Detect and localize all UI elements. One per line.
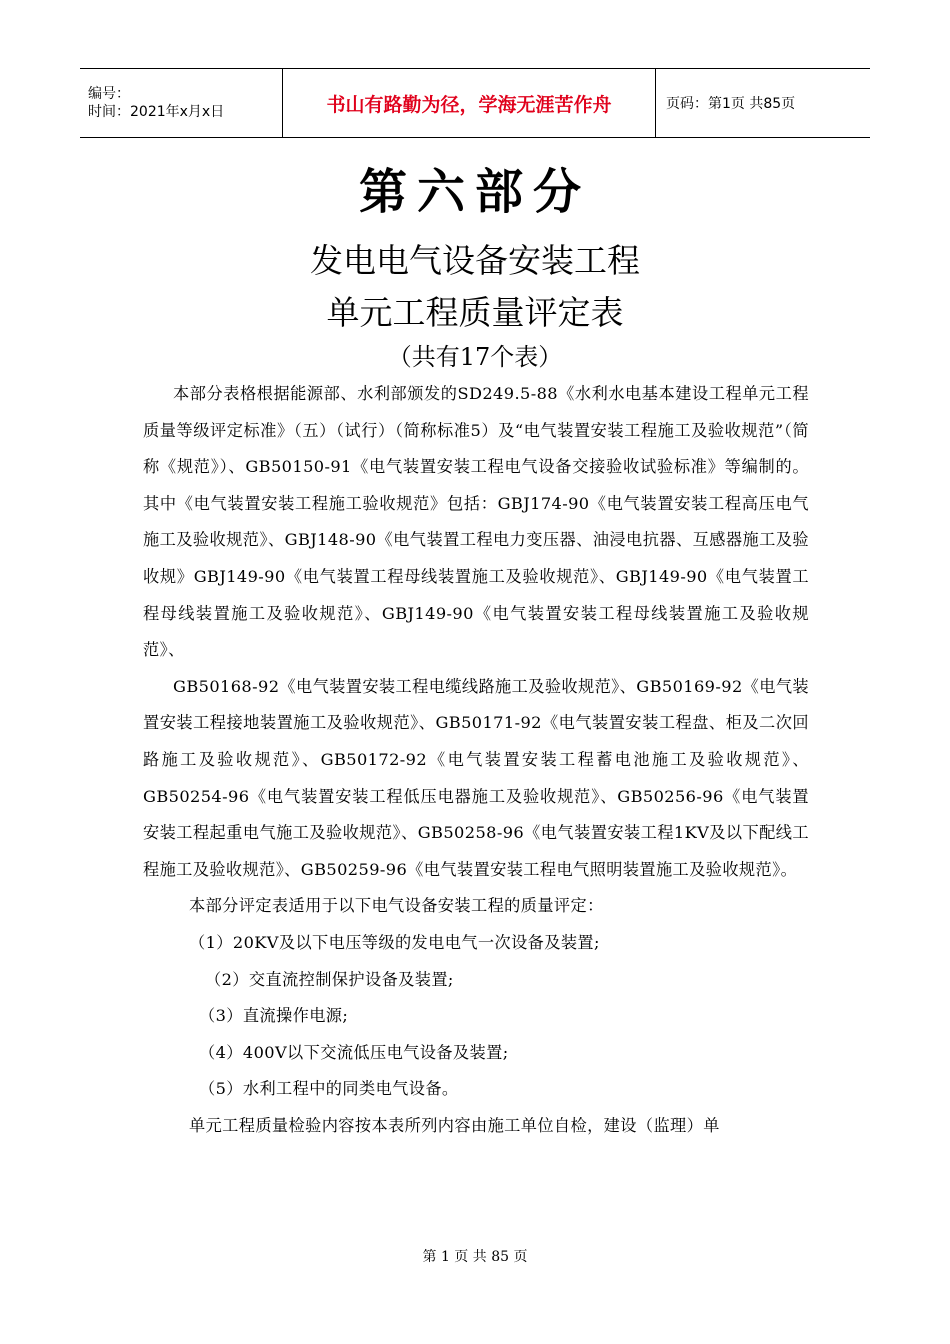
paragraph-scope-intro: 本部分评定表适用于以下电气设备安装工程的质量评定： (189, 896, 604, 916)
main-title-line-1: 发电电气设备安装工程 (310, 241, 640, 280)
scope-item-2: （2）交直流控制保护设备及装置; (205, 969, 454, 989)
page-header (80, 68, 870, 138)
header-page-info (656, 69, 870, 137)
scope-item-5: （5）水利工程中的同类电气设备。 (199, 1079, 459, 1099)
page-info-text: 页码：第1页 共85页 (666, 96, 796, 112)
header-motto (283, 69, 656, 137)
main-title-line-2: 单元工程质量评定表 (326, 293, 624, 332)
motto-text: 书山有路勤为径，学海无涯苦作舟 (326, 93, 612, 116)
document-body (143, 376, 809, 1144)
scope-item-4: （4）400V以下交流低压电气设备及装置; (199, 1042, 509, 1062)
paragraph-standards: 本部分表格根据能源部、水利部颁发的SD249.5-88《水利水电基本建设工程单元工程质量等级评定标准》（五）（试行）（简称标准5）及“电气装置安装工程施工及验收规范”（简称《规范》）、GB50150-91《电气装置安装工程电气设备交接验收试验标准》等编制的。其中《电气装置安装工程施工验收规范》包括：GBJ174-90《电气装置安装工程高压电气施工及验收规范》、GBJ148-90《电气装置工程电力变压器、油浸电抗器、互感器施工及验收规》GBJ149-90《电气装置工程母线装置施工及验收规范》、GBJ149-90《电气装置工程母线装置施工及验收规范》、GBJ149-90《电气装置安装工程母线装置施工及验收规范》、 (143, 384, 809, 660)
document-date: 时间：2021年x月x日 (88, 104, 225, 120)
scope-item-1: （1）20KV及以下电压等级的发电电气一次设备及装置; (189, 932, 600, 952)
scope-item-3: （3）直流操作电源; (199, 1006, 349, 1026)
document-number-label: 编号： (88, 86, 130, 102)
part-title: 第六部分 (358, 164, 591, 220)
paragraph-inspection: 单元工程质量检验内容按本表所列内容由施工单位自检，建设（监理）单 (189, 1115, 720, 1135)
paragraph-standards-cont: GB50168-92《电气装置安装工程电缆线路施工及验收规范》、GB50169-92《电气装置安装工程接地装置施工及验收规范》、GB50171-92《电气装置安装工程盘、柜及二次回路施工及验收规范》、GB50172-92《电气装置安装工程蓄电池施工及验收规范》、GB50254-96《电气装置安装工程低压电器施工及验收规范》、GB50256-96《电气装置安装工程起重电气施工及验收规范》、GB50258-96《电气装置安装工程1KV及以下配线工程施工及验收规范》、GB50259-96《电气装置安装工程电气照明装置施工及验收规范》。 (143, 676, 809, 879)
page-footer: 第 1 页 共 85 页 (422, 1249, 528, 1265)
header-meta (80, 69, 283, 137)
table-count: （共有17个表） (387, 343, 563, 371)
